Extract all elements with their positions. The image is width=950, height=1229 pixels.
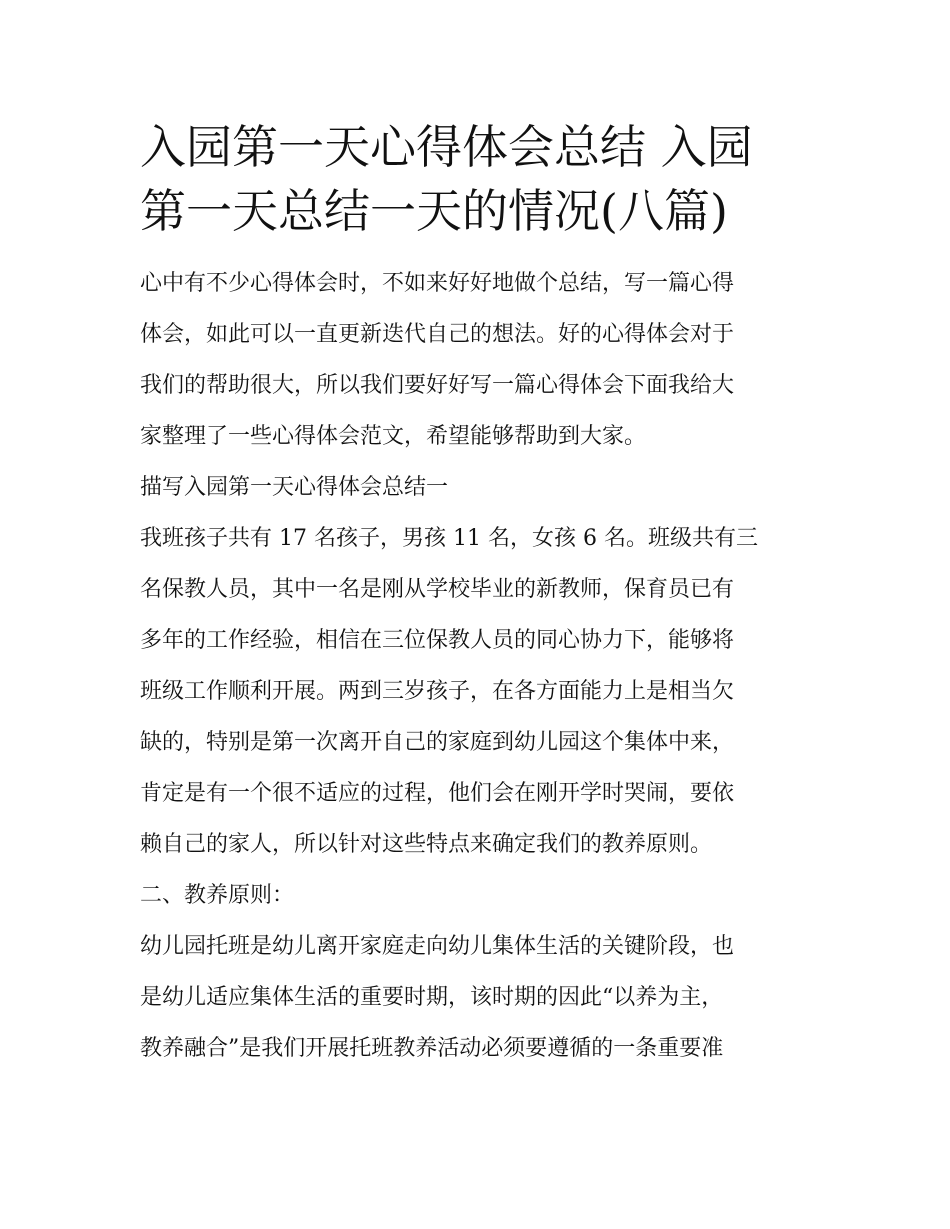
title-line-2: 第一天总结一天的情况(八篇) [140, 184, 728, 238]
text-line: 多年的工作经验，相信在三位保教人员的同心协力下，能够将 [140, 628, 735, 653]
document-body [140, 258, 812, 1074]
text-line: 赖自己的家人，所以针对这些特点来确定我们的教养原则。 [140, 832, 713, 857]
text-line: 教养融合”是我们开展托班教养活动必须要遵循的一条重要准 [140, 1036, 724, 1061]
text-line: 家整理了一些心得体会范文，希望能够帮助到大家。 [140, 424, 647, 449]
text-line: 名保教人员，其中一名是刚从学校毕业的新教师，保育员已有 [140, 577, 735, 602]
principles-paragraph [140, 921, 812, 1074]
text-line: 描写入园第一天心得体会总结一 [140, 475, 449, 500]
subsection-heading [140, 870, 812, 921]
document-title [140, 115, 812, 243]
text-line: 是幼儿适应集体生活的重要时期，该时期的因此“以养为主， [140, 985, 724, 1010]
text-line: 幼儿园托班是幼儿离开家庭走向幼儿集体生活的关键阶段，也 [140, 934, 735, 959]
intro-paragraph [140, 258, 812, 462]
text-line: 肯定是有一个很不适应的过程，他们会在刚开学时哭闹，要依 [140, 781, 735, 806]
text-line: 体会，如此可以一直更新迭代自己的想法。好的心得体会对于 [140, 322, 735, 347]
text-line: 我们的帮助很大，所以我们要好好写一篇心得体会下面我给大 [140, 373, 735, 398]
text-line: 我班孩子共有 17 名孩子，男孩 11 名，女孩 6 名。班级共有三 [140, 526, 758, 551]
text-line: 班级工作顺利开展。两到三岁孩子，在各方面能力上是相当欠 [140, 679, 735, 704]
text-line: 心中有不少心得体会时，不如来好好地做个总结，写一篇心得 [140, 271, 735, 296]
title-line-1: 入园第一天心得体会总结 入园 [140, 120, 753, 174]
class-info-paragraph [140, 513, 812, 870]
section-heading [140, 462, 812, 513]
document-page [140, 115, 812, 1074]
text-line: 二、教养原则： [140, 883, 295, 908]
text-line: 缺的，特别是第一次离开自己的家庭到幼儿园这个集体中来， [140, 730, 735, 755]
